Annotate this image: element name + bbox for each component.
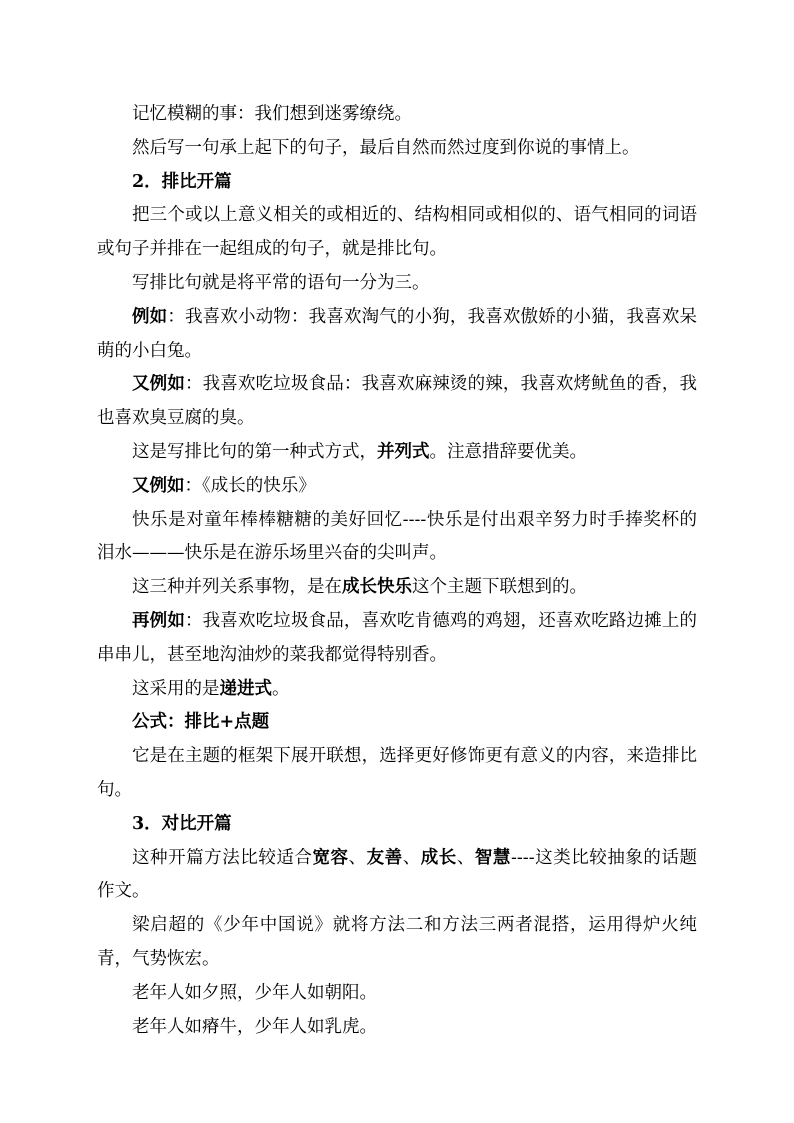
emphasis-text: 成长: [420, 847, 457, 868]
paragraph: [97, 436, 697, 470]
paragraph-text: 快乐是对童年棒棒糖糖的美好回忆----快乐是付出艰辛努力时手捧奖杯的泪水———快乐是在游乐场里兴奋的尖叫声。: [97, 509, 697, 564]
paragraph-text: 这种开篇方法比较适合: [132, 847, 313, 868]
paragraph-text: ----这类比较抽象的话题作文。: [97, 847, 698, 902]
paragraph-text: 记忆模糊的事：我们想到迷雾缭绕。: [132, 104, 412, 124]
paragraph-text: 、: [348, 847, 367, 868]
paragraph-text: 梁启超的《少年中国说》就将方法二和方法三两者混搭，运用得炉火纯青，气势恢宏。: [97, 915, 697, 969]
paragraph: [97, 98, 697, 132]
paragraph-text: ：《成长的快乐》: [184, 475, 316, 496]
example-label: 例如: [132, 306, 168, 327]
paragraph-text: ：我喜欢吃垃圾食品，喜欢吃肯德鸡的鸡翅，还喜欢吃路边摊上的串串儿，甚至地沟油炒的菜我都觉得特别香。: [97, 610, 697, 665]
example-label: 又例如: [132, 374, 185, 395]
paragraph-text: 。: [272, 678, 290, 699]
section-heading: [97, 166, 697, 200]
example-paragraph: [97, 301, 697, 369]
paragraph: [97, 571, 697, 605]
paragraph-text: 它是在主题的框架下展开联想，选择更好修饰更有意义的内容，来造排比句。: [97, 746, 697, 800]
paragraph-text: 写排比句就是将平常的语句一分为三。: [132, 272, 430, 293]
paragraph-text: 这采用的是: [132, 678, 220, 699]
paragraph-text: ：我喜欢吃垃圾食品：我喜欢麻辣烫的辣，我喜欢烤鱿鱼的香，我也喜欢臭豆腐的臭。: [97, 374, 697, 429]
example-label: 再例如: [132, 610, 185, 631]
paragraph: [97, 673, 697, 707]
heading-text: 公式：排比+点题: [132, 712, 270, 733]
paragraph: [97, 504, 697, 572]
example-label: 又例如: [132, 475, 185, 496]
paragraph-text: 老年人如夕照，少年人如朝阳。: [132, 982, 377, 1003]
emphasis-text: 递进式: [219, 678, 272, 699]
document-body: [97, 98, 697, 1044]
paragraph: [97, 132, 697, 166]
paragraph: [97, 199, 697, 267]
section-heading: [97, 808, 697, 842]
paragraph: [97, 740, 697, 808]
paragraph-text: 把三个或以上意义相关的或相近的、结构相同或相似的、语气相同的词语或句子并排在一起组成的句子，就是排比句。: [97, 205, 697, 260]
paragraph-text: 这三种并列关系事物，是在: [132, 577, 342, 598]
emphasis-text: 并列式: [377, 441, 430, 462]
example-paragraph: [97, 605, 697, 673]
paragraph: [97, 267, 697, 301]
paragraph-text: 这是写排比句的第一种式方式，: [132, 441, 377, 462]
paragraph: [97, 977, 697, 1011]
heading-text: 3．对比开篇: [132, 813, 232, 834]
emphasis-text: 友善: [366, 847, 403, 868]
example-paragraph: [97, 368, 697, 436]
formula-heading: [97, 706, 697, 740]
paragraph: [97, 1011, 697, 1045]
heading-text: 2．排比开篇: [132, 171, 232, 192]
paragraph-text: 然后写一句承上起下的句子，最后自然而然过度到你说的事情上。: [132, 137, 640, 158]
emphasis-text: 宽容: [312, 847, 349, 868]
emphasis-text: 智慧: [474, 847, 511, 868]
paragraph-text: 老年人如瘠牛，少年人如乳虎。: [132, 1016, 377, 1037]
paragraph-text: ：我喜欢小动物：我喜欢淘气的小狗，我喜欢傲娇的小猫，我喜欢呆萌的小白兔。: [97, 306, 698, 361]
paragraph: [97, 842, 697, 910]
paragraph-text: 。注意措辞要优美。: [429, 441, 587, 462]
paragraph-text: 这个主题下联想到的。: [412, 577, 587, 598]
emphasis-text: 成长快乐: [342, 577, 412, 598]
paragraph: [97, 909, 697, 977]
paragraph-text: 、: [456, 847, 475, 868]
example-paragraph: [97, 470, 697, 504]
paragraph-text: 、: [402, 847, 421, 868]
